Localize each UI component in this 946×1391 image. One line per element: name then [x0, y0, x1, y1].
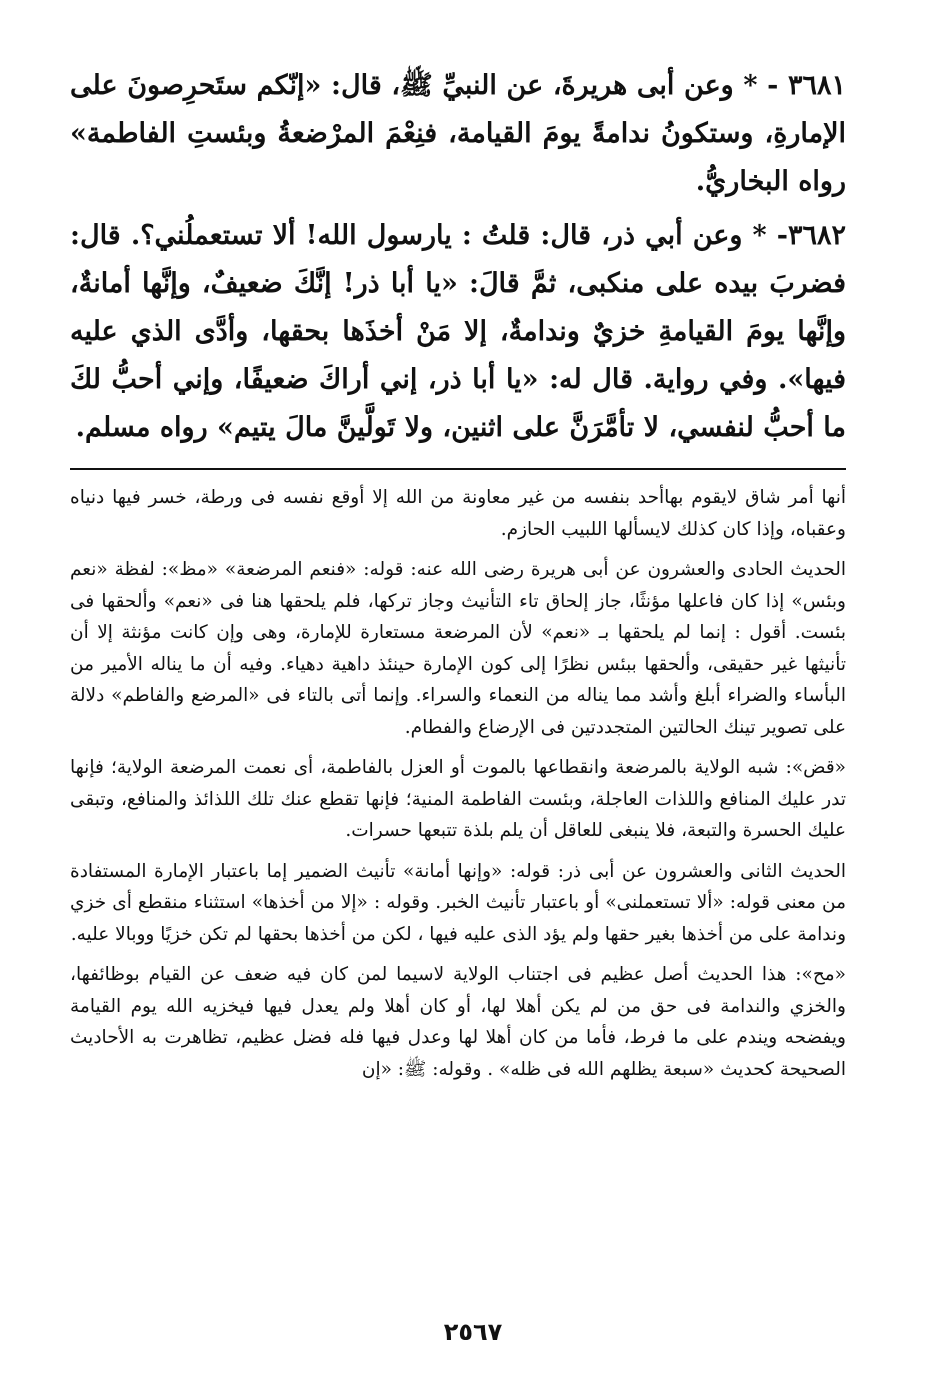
commentary-paragraph: «مح»: هذا الحديث أصل عظيم فى اجتناب الولاية لاسيما لمن كان فيه ضعف عن القيام بوظائفها، والخزي والندامة فى حق من لم يكن أهلا لها، أو كان أهلا ولم يعدل فيها فيخزيه الله يوم القيامة ويفضحه ويندم على ما فرط، فأما من كان أهلا لها وعدل فيها فله فضل عظيم، تظاهرت به الأحاديث الصحيحة كحديث «سبعة يظلهم الله فى ظله» . وقوله: ﷺ: «إن [70, 964, 846, 1080]
commentary-paragraph: الحديث الثانى والعشرون عن أبى ذر: قوله: «وإنها أمانة» تأنيث الضمير إما باعتبار الإمارة المستفادة من معنى قوله: «ألا تستعملنى» أو باعتبار تأنيث الخبر. وقوله : «إلا من أخذها» استثناء منقطع أى خزي وندامة على من أخذها بغير حقها ولم يؤد الذى عليه فيها ، لكن من أخذها بحقها لم تكن خزيًا ووبالا عليه. [70, 860, 846, 945]
hadith-text: وعن أبي ذر، قال: قلتُ : يارسول الله! ألا تستعملُني؟. قال: فضربَ بيده على منكبى، ثمَّ قالَ: «يا أبا ذر! إنَّكَ ضعيفٌ، وإنَّها أمانةٌ، وإنَّها يومَ القيامةِ خزيٌ وندامةٌ، إلا مَنْ أخذَها بحقها، وأدَّى الذي عليه فيها». وفي رواية. قال له: «يا أبا ذر، إني أراكَ ضعيفًا، وإني أحبُّ لكَ ما أحبُّ لنفسي، لا تأمَّرَنَّ على اثنين، ولا تَولَّينَّ مالَ يتيم» رواه مسلم. [70, 220, 846, 443]
commentary-paragraph: أنها أمر شاق لايقوم بهاأحد بنفسه من غير معاونة من الله إلا أوقع نفسه فى ورطة، خسر فيها دنياه وعقباه، وإذا كان كذلك لايسألها اللبيب الحازم. [70, 487, 846, 540]
hadith-3681 [70, 62, 846, 206]
commentary-paragraph: الحديث الحادى والعشرون عن أبى هريرة رضى الله عنه: قوله: «فنعم المرضعة» «مظ»: لفظة «نعم وبئس» إذا كان فاعلها مؤنثًا، جاز إلحاق تاء التأنيث وجاز تركها، فلم يلحقها هنا فى «نعم» وألحقها فى بئست. أقول : إنما لم يلحقها بـ «نعم» لأن المرضعة مستعارة للإمارة، وهى وإن كانت مؤنثة إلا أن تأنيثها غير حقيقى، وألحقها ببئس نظرًا إلى كون الإمارة حينئذ داهية دهياء. وفيه أن ما يناله الأمير من البأساء والضراء أبلغ وأشد مما يناله من النعماء والسراء. وإنما أتى بالتاء فى «المرضع والفاطم» دلالة على تصوير تينك الحالتين المتجددتين فى الإرضاع والفطام. [70, 559, 846, 738]
commentary-paragraph: «قض»: شبه الولاية بالمرضعة وانقطاعها بالموت أو العزل بالفاطمة، أى نعمت المرضعة الولاية؛ فإنها تدر عليك المنافع واللذات العاجلة، وبئست الفاطمة المنية؛ فإنها تقطع عنك تلك اللذائذ والمنافع، وتبقى عليك الحسرة والتبعة، فلا ينبغى للعاقل أن يلم بلذة تتبعها حسرات. [70, 757, 846, 841]
page-content [70, 62, 846, 1362]
page-number: ٢٥٦٧ [443, 1318, 503, 1346]
hadith-text: وعن أبى هريرةَ، عن النبيِّ ﷺ، قال: «إنّكم ستَحرِصونَ على الإمارةِ، وستكونُ ندامةً يومَ القيامة، فنِعْمَ المرْضعةُ وبئستِ الفاطمة» رواه البخاريُّ. [70, 70, 846, 197]
commentary-section [70, 482, 846, 1085]
hadith-section [70, 62, 846, 452]
hadith-number: ٣٦٨٢- * [752, 220, 846, 251]
hadith-number: ٣٦٨١ - * [743, 70, 846, 101]
section-divider [70, 468, 846, 470]
hadith-3682 [70, 212, 846, 452]
